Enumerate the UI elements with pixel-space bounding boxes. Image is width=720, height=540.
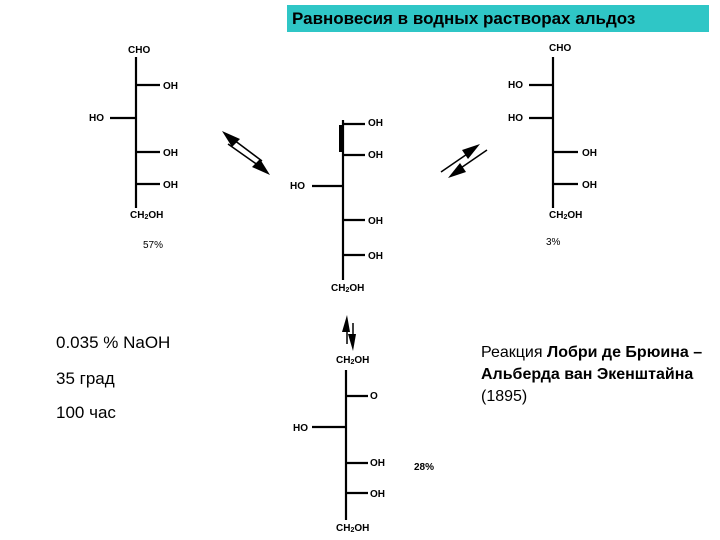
fructose-oh-3: OH	[370, 458, 385, 469]
enediol-ch2oh-label: $CH_2OH$	[331, 283, 365, 294]
glucose-oh-4: OH	[163, 180, 178, 191]
enediol-oh-4: OH	[368, 216, 383, 227]
enediol-skeleton	[312, 120, 365, 280]
reaction-name: Лобри де Брюина – Альберда ван Экенштайна	[481, 344, 703, 383]
glucose-skeleton	[110, 57, 160, 208]
equilibrium-arrow-right	[441, 144, 487, 178]
equilibrium-arrow-left	[222, 131, 270, 175]
fructose-percent: 28%	[414, 462, 435, 473]
fructose-ho-label: HO	[293, 423, 308, 434]
glucose-cho-label: CHO	[128, 45, 151, 56]
reaction-name-block	[481, 342, 706, 408]
reaction-prefix: Реакция	[481, 344, 547, 361]
enediol-oh-1: OH	[368, 118, 383, 129]
equilibrium-arrow-vertical	[342, 315, 356, 351]
fructose-o-label: O	[370, 391, 378, 402]
condition-time: 100 час	[56, 403, 116, 422]
mannose-skeleton	[529, 57, 578, 208]
reaction-year: (1895)	[481, 388, 528, 405]
mannose-oh-3: OH	[582, 148, 597, 159]
fructose-ch2oh-bottom: $CH_2OH$	[336, 523, 370, 534]
mannose-cho-label: CHO	[549, 43, 572, 54]
mannose-ho-1: HO	[508, 80, 523, 91]
condition-base: 0.035 % NaOH	[56, 333, 171, 352]
mannose-ch2oh-label: $CH_2OH$	[549, 210, 583, 221]
page-title: Равновесия в водных растворах альдоз	[287, 5, 709, 32]
glucose-ch2oh-label: $CH_2OH$	[130, 210, 164, 221]
fructose-oh-4: OH	[370, 489, 385, 500]
mannose-percent: 3%	[546, 237, 561, 248]
glucose-oh-3: OH	[163, 148, 178, 159]
fructose-ch2oh-top: $CH_2OH$	[336, 355, 370, 366]
mannose-ho-2: HO	[508, 113, 523, 124]
mannose-oh-4: OH	[582, 180, 597, 191]
enediol-ho-3: HO	[290, 181, 305, 192]
double-bond-mark	[339, 125, 344, 152]
fructose-skeleton	[312, 370, 368, 520]
glucose-ho-2: HO	[89, 113, 104, 124]
condition-temperature: 35 град	[56, 369, 115, 388]
enediol-oh-2: OH	[368, 150, 383, 161]
glucose-oh-1: OH	[163, 81, 178, 92]
glucose-percent: 57%	[143, 240, 164, 251]
enediol-oh-5: OH	[368, 251, 383, 262]
